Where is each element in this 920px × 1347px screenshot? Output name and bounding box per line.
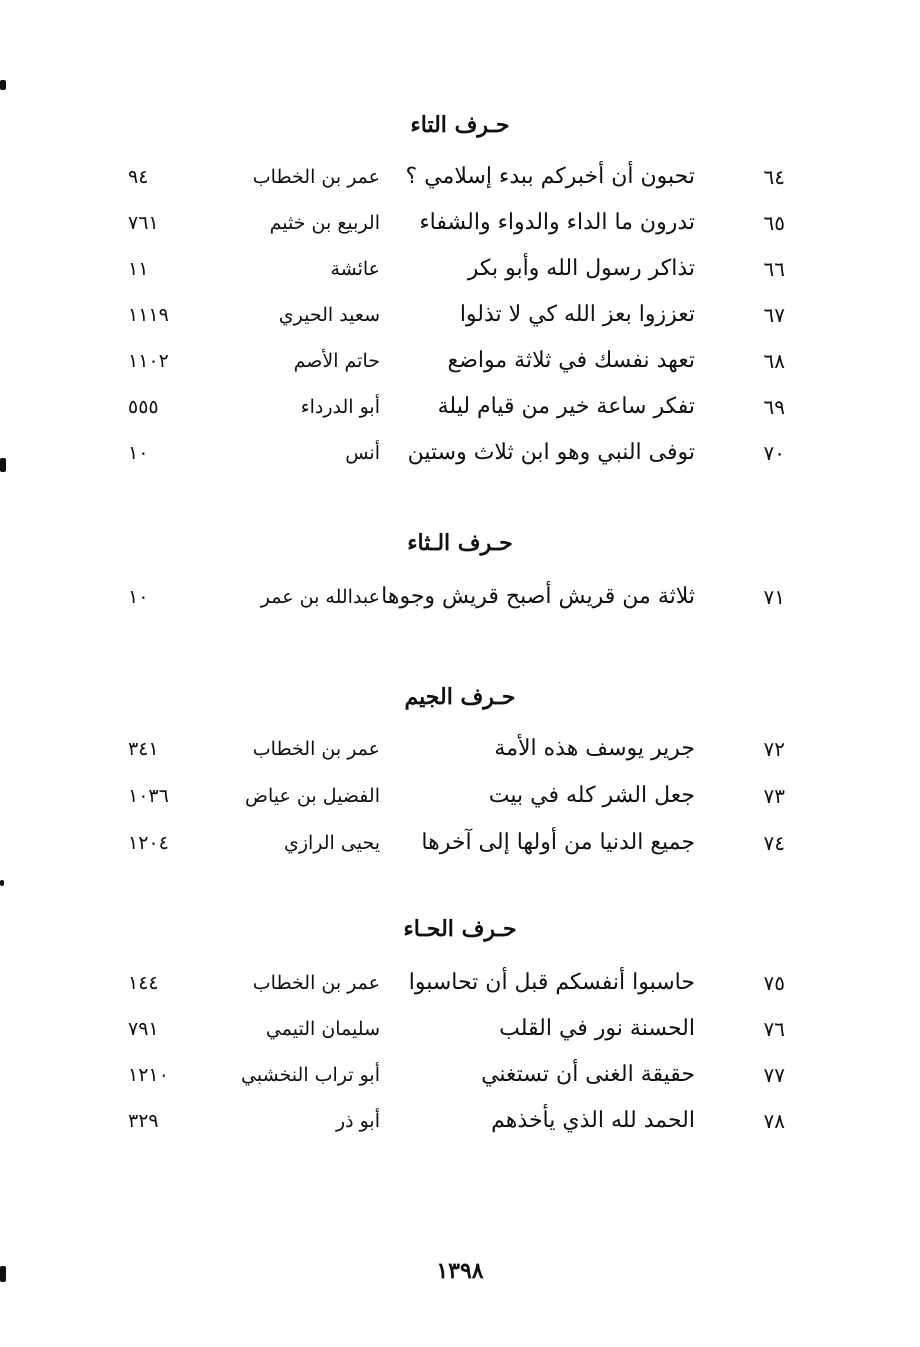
entry-number: ٧١ xyxy=(763,585,785,609)
entry-number: ٦٥ xyxy=(763,211,785,235)
entry-title: جرير يوسف هذه الأمة xyxy=(494,736,695,761)
scan-edge-mark xyxy=(0,458,6,472)
entry-title: حقيقة الغنى أن تستغني xyxy=(481,1062,695,1087)
entry-title: تدرون ما الداء والدواء والشفاء xyxy=(419,210,695,235)
entry-title: جعل الشر كله في بيت xyxy=(488,783,695,808)
entry-reference: ١٢٠٤ xyxy=(128,832,169,854)
entry-narrator: سعيد الحيري xyxy=(278,304,380,326)
entry-reference: ٧٦١ xyxy=(128,212,159,234)
entry-reference: ١٠٣٦ xyxy=(128,785,169,807)
entry-title: الحسنة نور في القلب xyxy=(499,1016,695,1041)
index-entry xyxy=(0,298,920,332)
entry-reference: ٩٤ xyxy=(128,166,149,188)
entry-reference: ١٢١٠ xyxy=(128,1064,169,1086)
entry-reference: ١٠ xyxy=(128,442,149,464)
entry-number: ٧٢ xyxy=(763,737,785,761)
entry-title: تذاكر رسول الله وأبو بكر xyxy=(467,256,695,281)
entry-number: ٧٠ xyxy=(763,441,785,465)
entry-title: جميع الدنيا من أولها إلى آخرها xyxy=(421,830,695,855)
entry-narrator: عبدالله بن عمر xyxy=(260,586,380,608)
entry-title: تفكر ساعة خير من قيام ليلة xyxy=(437,394,695,419)
entry-number: ٧٥ xyxy=(763,971,785,995)
entry-narrator: سليمان التيمي xyxy=(265,1018,380,1040)
index-entry xyxy=(0,966,920,1000)
entry-narrator: أبو ذر xyxy=(335,1110,380,1132)
entry-reference: ١٤٤ xyxy=(128,972,159,994)
index-entry xyxy=(0,1058,920,1092)
entry-title: تحبون أن أخبركم ببدء إسلامي ؟ xyxy=(405,164,695,189)
entry-reference: ٥٥٥ xyxy=(128,396,159,418)
index-entry xyxy=(0,206,920,240)
entry-narrator: الربيع بن خثيم xyxy=(269,212,380,234)
entry-number: ٧٦ xyxy=(763,1017,785,1041)
entry-title: الحمد لله الذي يأخذهم xyxy=(491,1108,695,1133)
entry-reference: ١٠ xyxy=(128,586,149,608)
entry-narrator: عائشة xyxy=(330,258,380,280)
entry-reference: ٣٤١ xyxy=(128,738,159,760)
scan-edge-mark xyxy=(0,1266,6,1282)
index-entry xyxy=(0,344,920,378)
index-entry xyxy=(0,390,920,424)
entry-title: تعززوا بعز الله كي لا تذلوا xyxy=(459,302,695,327)
entry-reference: ١١٠٢ xyxy=(128,350,169,372)
entry-reference: ١١ xyxy=(128,258,149,280)
index-entry xyxy=(0,826,920,860)
entry-number: ٦٩ xyxy=(763,395,785,419)
index-entry xyxy=(0,1012,920,1046)
entry-number: ٦٤ xyxy=(763,165,785,189)
entry-title: ثلاثة من قريش أصبح قريش وجوها xyxy=(381,584,695,609)
entry-narrator: عمر بن الخطاب xyxy=(252,738,380,760)
index-entry xyxy=(0,252,920,286)
entry-number: ٧٧ xyxy=(763,1063,785,1087)
entry-number: ٦٧ xyxy=(763,303,785,327)
page-number: ١٣٩٨ xyxy=(436,1258,484,1284)
index-entry xyxy=(0,580,920,614)
entry-number: ٧٨ xyxy=(763,1109,785,1133)
entry-number: ٧٤ xyxy=(763,831,785,855)
index-entry xyxy=(0,1104,920,1138)
scan-edge-mark xyxy=(0,880,4,886)
entry-title: حاسبوا أنفسكم قبل أن تحاسبوا xyxy=(408,970,695,995)
entry-reference: ٧٩١ xyxy=(128,1018,159,1040)
entry-narrator: يحيى الرازي xyxy=(283,832,380,854)
index-entry xyxy=(0,160,920,194)
entry-reference: ١١١٩ xyxy=(128,304,169,326)
entry-number: ٦٨ xyxy=(763,349,785,373)
entry-reference: ٣٢٩ xyxy=(128,1110,159,1132)
scan-edge-mark xyxy=(0,80,6,90)
entry-narrator: أبو الدرداء xyxy=(300,396,380,418)
entry-number: ٧٣ xyxy=(763,784,785,808)
index-entry xyxy=(0,732,920,766)
index-entry xyxy=(0,436,920,470)
section-heading: حـرف الحـاء xyxy=(403,916,517,942)
index-entry xyxy=(0,779,920,813)
entry-title: توفى النبي وهو ابن ثلاث وستين xyxy=(407,440,695,465)
entry-narrator: أبو تراب النخشبي xyxy=(241,1064,380,1086)
section-heading: حـرف التاء xyxy=(410,112,510,138)
entry-narrator: عمر بن الخطاب xyxy=(252,972,380,994)
entry-number: ٦٦ xyxy=(763,257,785,281)
entry-narrator: عمر بن الخطاب xyxy=(252,166,380,188)
entry-narrator: أنس xyxy=(345,442,380,464)
entry-narrator: الفضيل بن عياض xyxy=(245,785,380,807)
entry-narrator: حاتم الأصم xyxy=(293,350,380,372)
section-heading: حـرف الجيم xyxy=(404,684,516,710)
section-heading: حـرف الـثاء xyxy=(407,530,513,556)
entry-title: تعهد نفسك في ثلاثة مواضع xyxy=(447,348,695,373)
